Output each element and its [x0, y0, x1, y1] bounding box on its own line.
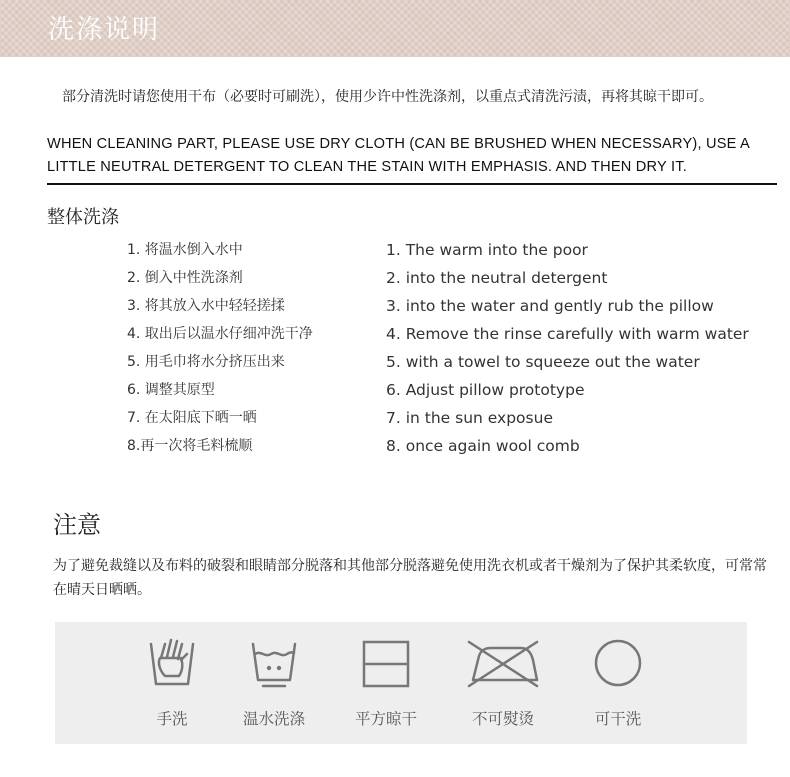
step-cn-7: 7. 在太阳底下晒一晒 — [127, 410, 257, 426]
care-label-do-not-iron: 不可熨烫 — [471, 710, 534, 728]
care-item-warm-water — [219, 622, 329, 744]
intro-divider — [47, 183, 777, 185]
intro-english-text — [47, 133, 767, 179]
step-en-3: 3. into the water and gently rub the pillow — [386, 297, 714, 315]
step-cn-2: 2. 倒入中性洗涤剂 — [127, 270, 243, 286]
step-cn-3: 3. 将其放入水中轻轻搓揉 — [127, 298, 285, 314]
step-en-5: 5. with a towel to squeeze out the water — [386, 353, 700, 371]
page-title: 洗涤说明 — [48, 15, 161, 45]
care-label-dry-flat: 平方晾干 — [354, 710, 417, 728]
do-not-iron-icon — [465, 636, 541, 690]
step-en-7: 7. in the sun exposue — [386, 409, 553, 427]
hand-wash-icon — [147, 636, 197, 690]
step-en-6: 6. Adjust pillow prototype — [386, 381, 585, 399]
intro-chinese-text: 部分清洗时请您使用干布（必要时可刷洗），使用少许中性洗涤剂，以重点式清洗污渍，再将其晾干即可。 — [62, 89, 713, 105]
care-label-warm-water: 温水洗涤 — [242, 710, 305, 728]
header-bar — [0, 0, 790, 57]
washing-steps-chinese — [127, 236, 313, 460]
intro-english-line-1: WHEN CLEANING PART, PLEASE USE DRY CLOTH (CAN BE BRUSHED WHEN NECESSARY), USE A — [47, 136, 750, 152]
care-item-dry-clean — [563, 622, 673, 744]
step-en-1: 1. The warm into the poor — [386, 241, 588, 259]
step-en-2: 2. into the neutral detergent — [386, 269, 608, 287]
warm-water-wash-icon — [249, 636, 299, 690]
care-label-dry-clean: 可干洗 — [594, 710, 642, 728]
step-cn-8: 8.再一次将毛料梳顺 — [127, 438, 253, 454]
dry-clean-icon — [591, 636, 645, 690]
step-cn-6: 6. 调整其原型 — [127, 382, 215, 398]
care-symbols-panel — [55, 622, 747, 744]
step-en-8: 8. once again wool comb — [386, 437, 580, 455]
step-cn-4: 4. 取出后以温水仔细冲洗干净 — [127, 326, 313, 342]
care-item-do-not-iron — [448, 622, 558, 744]
washing-section-title: 整体洗涤 — [47, 207, 119, 228]
washing-steps-english — [386, 236, 749, 460]
dry-flat-icon — [361, 636, 411, 690]
note-title: 注意 — [53, 511, 101, 539]
intro-english-line-2: LITTLE NEUTRAL DETERGENT TO CLEAN THE STAIN WITH EMPHASIS. AND THEN DRY IT. — [47, 159, 687, 175]
step-cn-1: 1. 将温水倒入水中 — [127, 242, 243, 258]
care-label-hand-wash: 手洗 — [156, 710, 188, 728]
step-en-4: 4. Remove the rinse carefully with warm water — [386, 325, 749, 343]
note-text: 为了避免裁缝以及布料的破裂和眼睛部分脱落和其他部分脱落避免使用洗衣机或者干燥剂为了保护其柔软度，可常常在晴天日晒晒。 — [53, 558, 767, 598]
care-item-dry-flat — [331, 622, 441, 744]
step-cn-5: 5. 用毛巾将水分挤压出来 — [127, 354, 285, 370]
care-item-hand-wash — [117, 622, 227, 744]
